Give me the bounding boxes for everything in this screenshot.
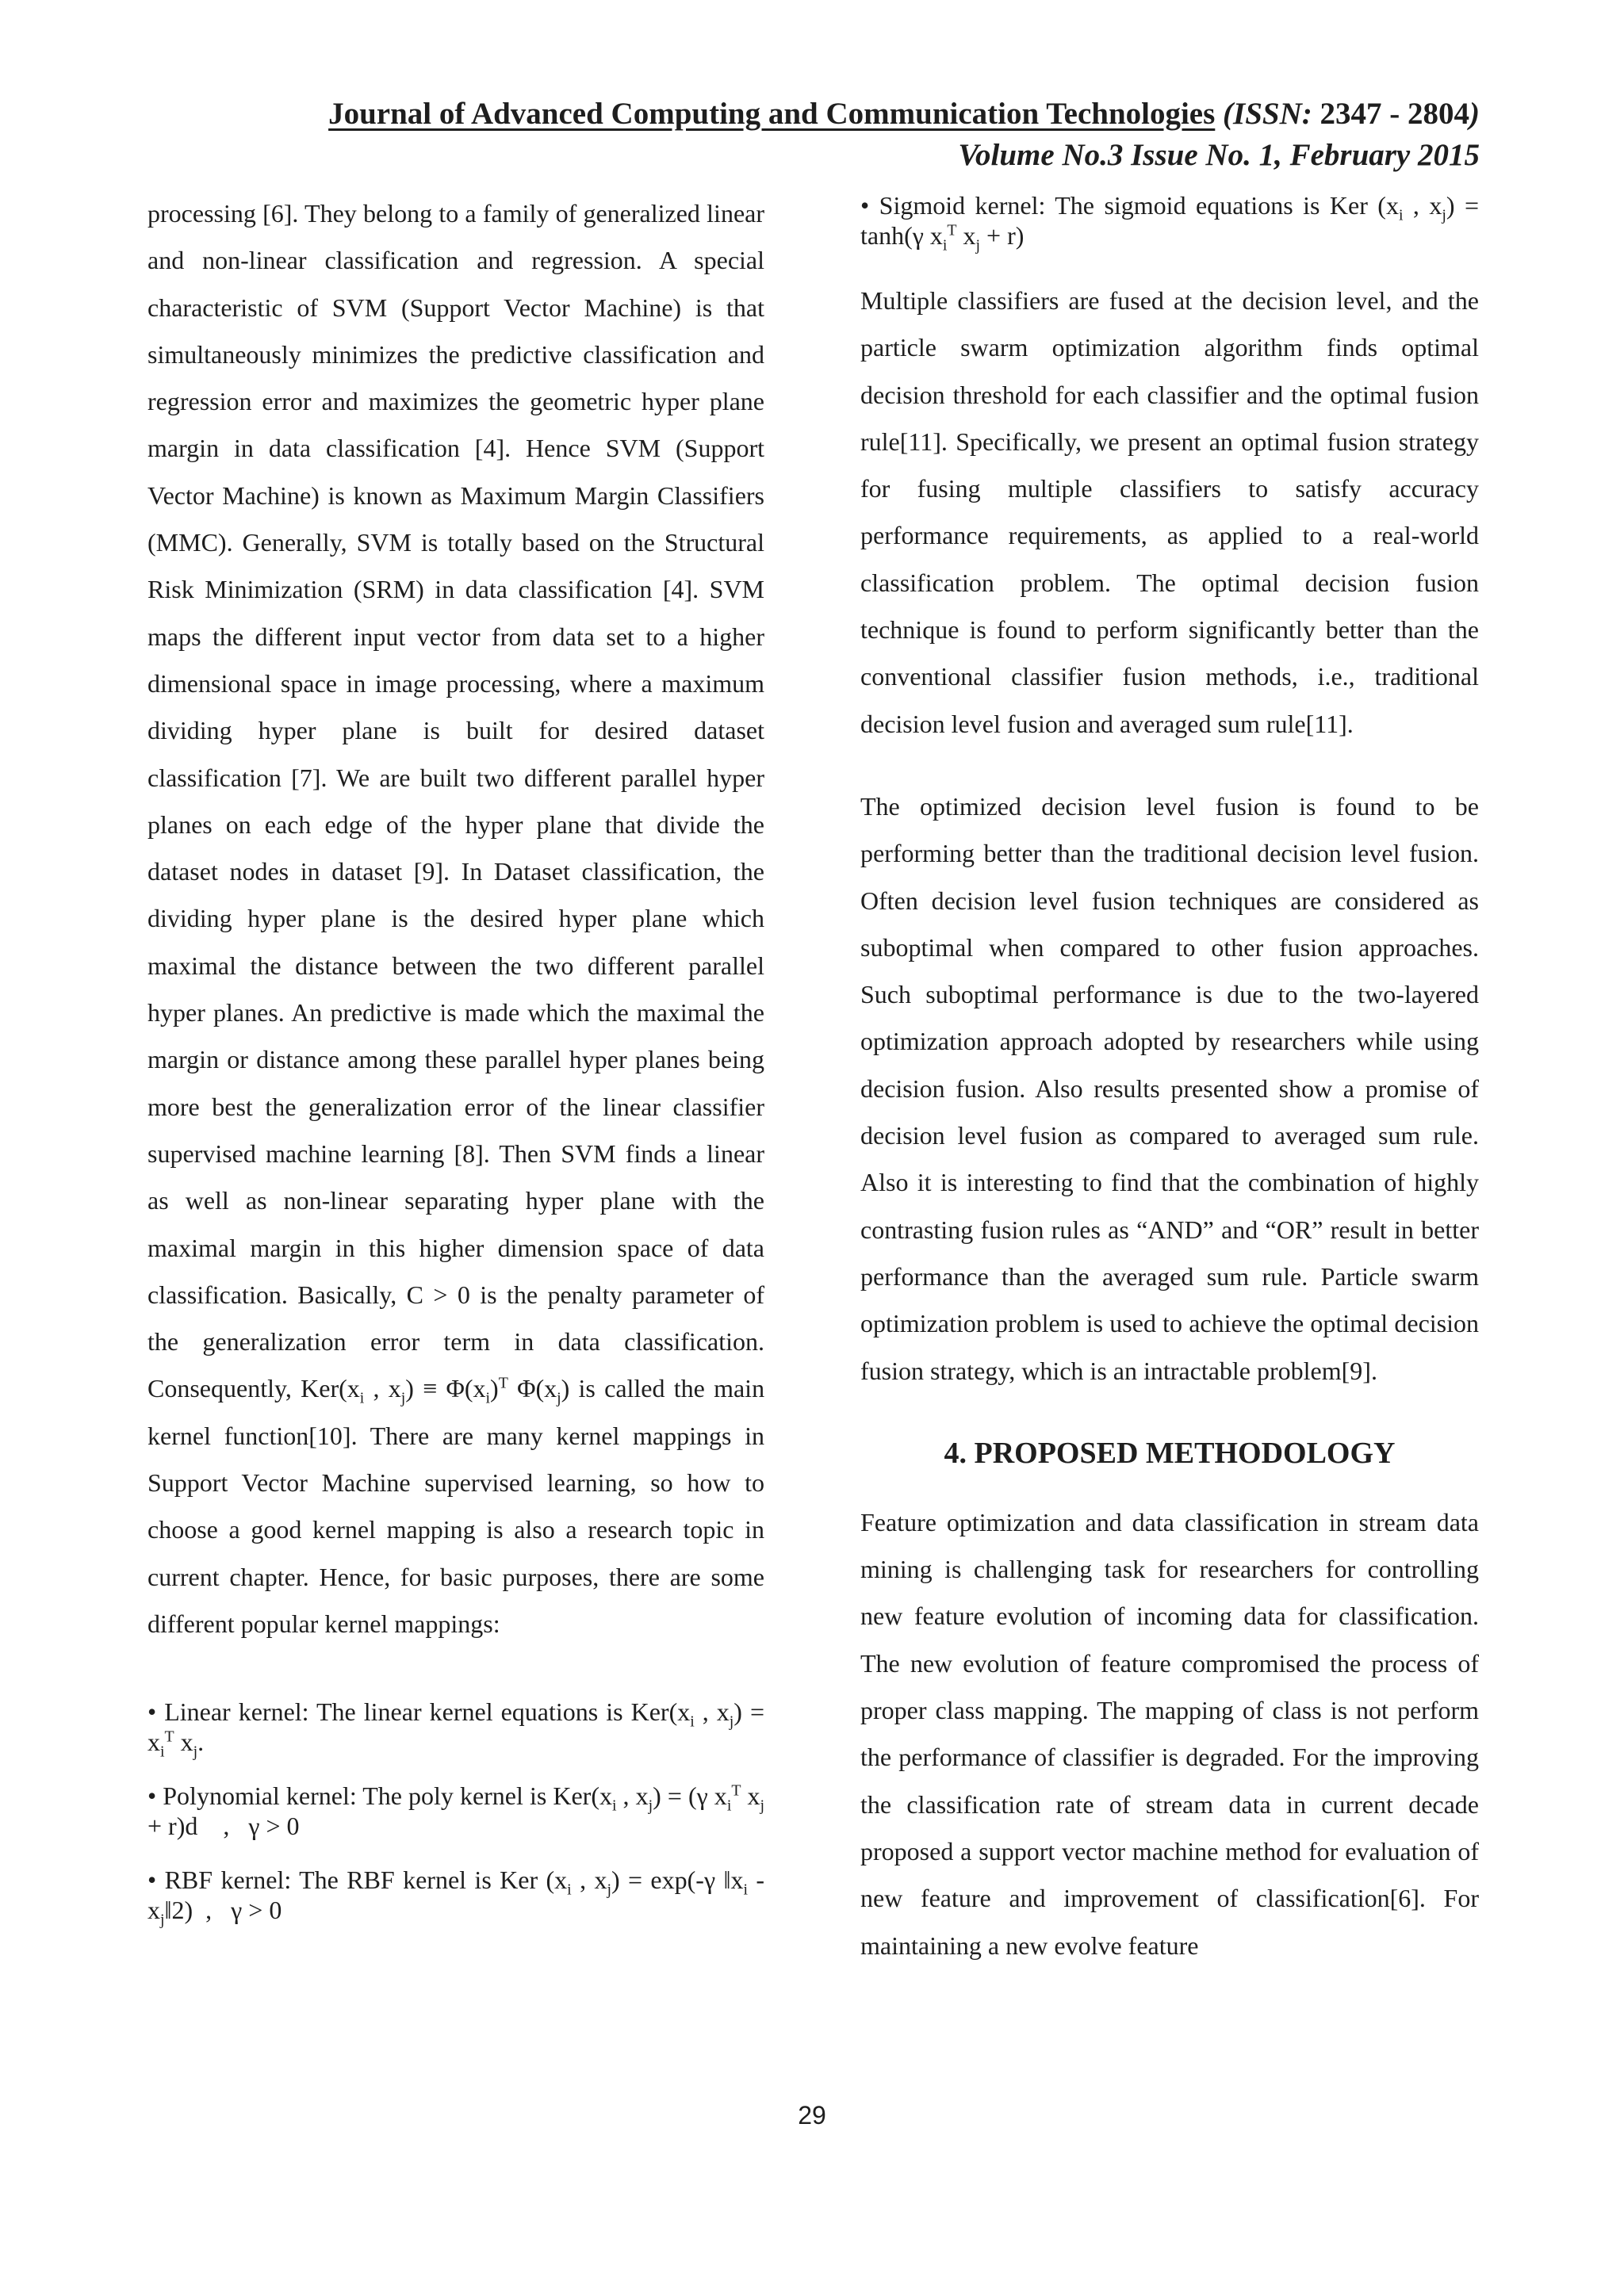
journal-title: Journal of Advanced Computing and Communication Technologies	[328, 97, 1216, 131]
issn-close: )	[1469, 97, 1480, 131]
paragraph-classifier-fusion: Multiple classifiers are fused at the decision level, and the particle swarm optimization algorithm finds optimal decision threshold for each classifier and the optimal fusion rule[11]. Specifically, we present an optimal fusion strategy for fusing multiple classifiers to satisfy accuracy performance requirements, as applied to a real-world classification problem. The optimal decision fusion technique is found to perform significantly better than the conventional classifier fusion methods, i.e., traditional decision level fusion and averaged sum rule[11].	[860, 286, 1479, 738]
journal-header	[252, 94, 1480, 176]
right-column	[860, 190, 1479, 1969]
paragraph-methodology: Feature optimization and data classification in stream data mining is challenging task for researchers for controlling new feature evolution of incoming data for classification. The new evolution of feature compromised the process of proper class mapping. The mapping of class is not perform the performance of classifier is degraded. For the improving the classification rate of stream data in current decade proposed a support vector machine method for evaluation of new feature and improvement of classification[6]. For maintaining a new evolve feature	[860, 1507, 1479, 1960]
bullet-rbf-kernel: • RBF kernel: The RBF kernel is Ker ($x_i$ , $x_j) = \exp(-\gamma$ $‖x_i$ - $x_j‖2$) , γ > 0	[147, 1866, 765, 1929]
volume-issue: Volume No.3 Issue No. 1, February 2015	[958, 138, 1480, 172]
section-heading: 4. PROPOSED METHODOLOGY	[944, 1436, 1396, 1470]
paragraph-svm-intro: processing [6]. They belong to a family of generalized linear and non-linear classification and regression. A special characteristic of SVM (Support Vector Machine) is that simultaneously minimizes the predictive classification and regression error and maximizes the geometric hyper plane margin in data classification [4]. Hence SVM (Support Vector Machine) is known as Maximum Margin Classifiers (MMC). Generally, SVM is totally based on the Structural Risk Minimization (SRM) in data classification [4]. SVM maps the different input vector from data set to a higher dimensional space in image processing, where a maximum dividing hyper plane is built for desired dataset classification [7]. We are built two different parallel hyper planes on each edge of the hyper plane that divide the dataset nodes in dataset [9]. In Dataset classification, the dividing hyper plane is the desired hyper plane which maximal the distance between the two different parallel hyper planes. An predictive is made which the maximal the margin or distance among these parallel hyper planes being more best the generalization error of the linear classifier supervised machine learning [8]. Then SVM finds a linear as well as non-linear separating hyper plane with the maximal margin in this higher dimension space of data classification. Basically, C > 0 is the penalty parameter of the generalization error term in data classification. Consequently, $Ker(x_i$ , $x_j) \equiv \Phi(x_i)^T$ $\Phi(x_j)$ is called the main kernel function[10]. There are many kernel mappings in Support Vector Machine supervised learning, so how to choose a good kernel mapping is also a research topic in current chapter. Hence, for basic purposes, there are some different popular kernel mappings:	[147, 199, 765, 1638]
bullet-linear-kernel: • Linear kernel: The linear kernel equations is $Ker(x_i$ , $x_j) = x_i^T$ $x_j$.	[147, 1697, 765, 1761]
page-number: 29	[798, 2101, 826, 2130]
issn-number: 2347 - 2804	[1320, 97, 1469, 131]
bullet-polynomial-kernel: • Polynomial kernel: The poly kernel is $Ker(x_i$ , $x_j) = (\gamma$ $x_i^T$ $x_j + r)d$ , γ > 0	[147, 1781, 765, 1841]
bullet-sigmoid-kernel: • Sigmoid kernel: The sigmoid equations is Ker ($x_i$ , $x_j) = \tanh(\gamma$ $x_i^T$ $x_j + r$)	[860, 191, 1480, 254]
paragraph-optimized-fusion: The optimized decision level fusion is found to be performing better than the traditional decision level fusion. Often decision level fusion techniques are considered as suboptimal when compared to other fusion approaches. Such suboptimal performance is due to the two-layered optimization approach adopted by researchers while using decision fusion. Also results presented show a promise of decision level fusion as compared to averaged sum rule. Also it is interesting to find that the combination of highly contrasting fusion rules as “AND” and “OR” result in better performance than the averaged sum rule. Particle swarm optimization problem is used to achieve the optimal decision fusion strategy, which is an intractable problem[9].	[860, 791, 1479, 1385]
left-column	[147, 190, 765, 1929]
issn-label: (ISSN:	[1223, 97, 1312, 131]
